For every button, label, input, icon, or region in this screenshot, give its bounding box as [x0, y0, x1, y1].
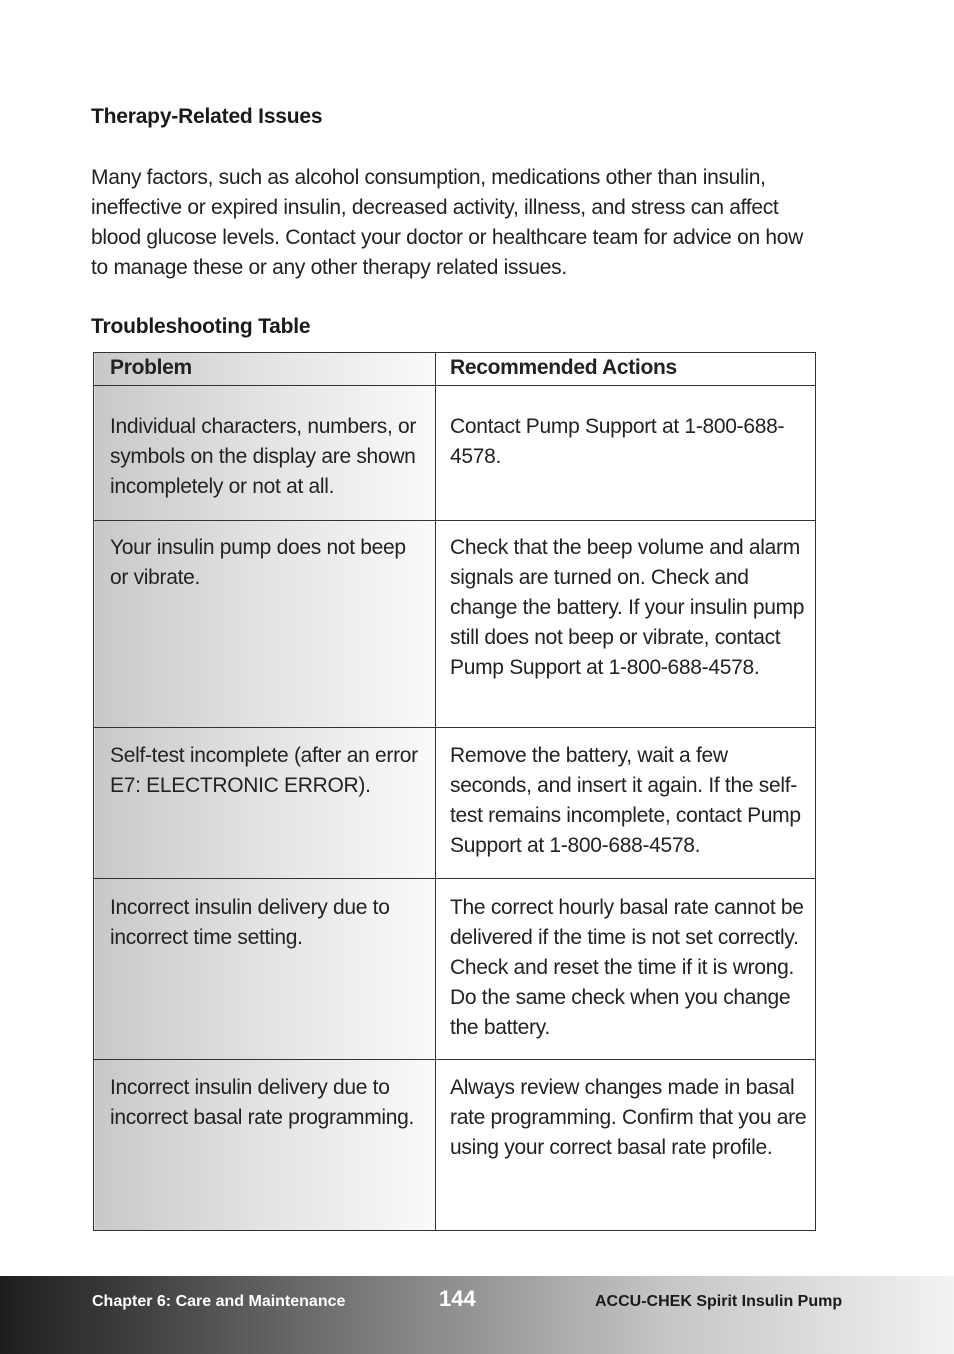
action-cell: Remove the battery, wait a few seconds, and insert it again. If the self-test remains incomplete, contact Pump Support at 1-800-688-4578.	[436, 728, 816, 879]
table-row	[94, 386, 816, 521]
page-number: 144	[439, 1286, 476, 1311]
problem-cell: Individual characters, numbers, or symbols on the display are shown incompletely or not at all.	[94, 386, 436, 521]
section-heading: Therapy-Related Issues	[91, 105, 323, 128]
page-footer	[0, 1276, 954, 1354]
action-cell: The correct hourly basal rate cannot be delivered if the time is not set correctly. Check and reset the time if it is wrong. Do the same check when you change the battery.	[436, 879, 816, 1060]
action-cell: Always review changes made in basal rate programming. Confirm that you are using your correct basal rate profile.	[436, 1060, 816, 1231]
troubleshooting-table	[93, 352, 816, 1231]
table-row	[94, 879, 816, 1060]
footer-chapter: Chapter 6: Care and Maintenance	[92, 1293, 346, 1310]
table-heading: Troubleshooting Table	[91, 315, 311, 338]
header-problem: Problem	[94, 353, 436, 386]
problem-cell: Incorrect insulin delivery due to incorrect basal rate programming.	[94, 1060, 436, 1231]
table-row	[94, 728, 816, 879]
header-actions: Recommended Actions	[436, 353, 816, 386]
problem-cell: Self-test incomplete (after an error E7: ELECTRONIC ERROR).	[94, 728, 436, 879]
intro-paragraph: Many factors, such as alcohol consumption, medications other than insulin, ineffective or expired insulin, decreased activity, illness, and stress can affect blood glucose levels. Contact your doctor or healthcare team for advice on how to manage these or any other therapy related issues.	[91, 166, 804, 279]
problem-cell: Your insulin pump does not beep or vibrate.	[94, 521, 436, 728]
problem-cell: Incorrect insulin delivery due to incorrect time setting.	[94, 879, 436, 1060]
action-cell: Contact Pump Support at 1-800-688-4578.	[436, 386, 816, 521]
table-header-row	[94, 353, 816, 386]
footer-product: ACCU-CHEK Spirit Insulin Pump	[595, 1293, 843, 1310]
table-row	[94, 521, 816, 728]
table-row	[94, 1060, 816, 1231]
action-cell: Check that the beep volume and alarm signals are turned on. Check and change the battery. If your insulin pump still does not beep or vibrate, contact Pump Support at 1-800-688-4578.	[436, 521, 816, 728]
